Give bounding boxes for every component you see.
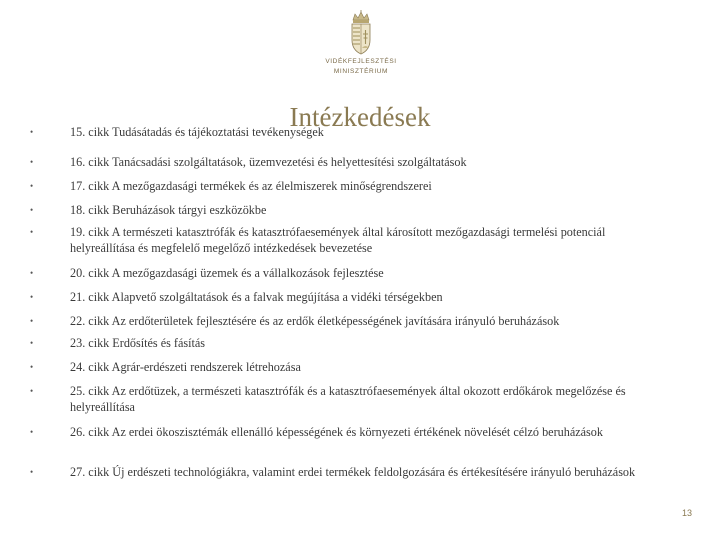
list-item-text: 24. cikk Agrár-erdészeti rendszerek létrehozása	[70, 360, 301, 374]
coat-of-arms-icon	[348, 10, 374, 56]
list-item	[30, 383, 670, 415]
bullet-icon: •	[30, 292, 34, 302]
list-item	[30, 154, 467, 170]
bullet-icon: •	[30, 338, 34, 348]
bullet-icon: •	[30, 181, 34, 191]
list-item-text: 23. cikk Erdősítés és fásítás	[70, 336, 206, 350]
list-item	[30, 313, 559, 329]
list-item	[30, 224, 670, 256]
bullet-icon: •	[30, 227, 34, 237]
bullet-icon: •	[30, 205, 34, 215]
bullet-icon: •	[30, 362, 34, 372]
ministry-logo	[316, 10, 406, 82]
page-number: 13	[681, 508, 692, 518]
bullet-icon: •	[30, 268, 34, 278]
list-item-text: 25. cikk Az erdőtüzek, a természeti katasztrófák és a katasztrófaesemények által okozott erdőkárok megelőzése és helyreállítása	[70, 384, 626, 414]
list-item	[30, 464, 635, 480]
logo-line-2: MINISZTÉRIUM	[333, 68, 389, 75]
bullet-icon: •	[30, 386, 34, 396]
list-item	[30, 289, 443, 305]
list-item	[30, 359, 301, 375]
list-item	[30, 178, 432, 194]
page-title: Intézkedések	[289, 102, 431, 132]
list-item-text: 21. cikk Alapvető szolgáltatások és a falvak megújítása a vidéki térségekben	[70, 290, 443, 304]
bullet-icon: •	[30, 157, 34, 167]
list-item	[30, 124, 324, 140]
list-item-text: 27. cikk Új erdészeti technológiákra, valamint erdei termékek feldolgozására és értékesítésére irányuló beruházások	[70, 465, 636, 479]
bullet-icon: •	[30, 127, 34, 137]
list-item-text: 17. cikk A mezőgazdasági termékek és az élelmiszerek minőségrendszerei	[70, 179, 432, 193]
list-item-text: 20. cikk A mezőgazdasági üzemek és a vállalkozások fejlesztése	[70, 266, 384, 280]
list-item-text: 26. cikk Az erdei ökoszisztémák ellenálló képességének és környezeti értékének növelését célzó beruházások	[70, 425, 603, 439]
list-item	[30, 265, 384, 281]
list-item-text: 16. cikk Tanácsadási szolgáltatások, üzemvezetési és helyettesítési szolgáltatások	[70, 155, 467, 169]
bullet-icon: •	[30, 427, 34, 437]
list-item-text: 15. cikk Tudásátadás és tájékoztatási tevékenységek	[70, 125, 324, 139]
list-item	[30, 335, 205, 351]
logo-line-1: VIDÉKFEJLESZTÉSI	[325, 58, 397, 65]
list-item	[30, 424, 603, 440]
list-item	[30, 202, 266, 218]
list-item-text: 22. cikk Az erdőterületek fejlesztésére és az erdők életképességének javítására irányuló beruházások	[70, 314, 560, 328]
bullet-icon: •	[30, 467, 34, 477]
list-item-text: 18. cikk Beruházások tárgyi eszközökbe	[70, 203, 267, 217]
bullet-icon: •	[30, 316, 34, 326]
list-item-text: 19. cikk A természeti katasztrófák és katasztrófaesemények által károsított mezőgazdasági termelési potenciál helyreállítása és megfelelő megelőző intézkedések bevezetése	[70, 225, 606, 255]
